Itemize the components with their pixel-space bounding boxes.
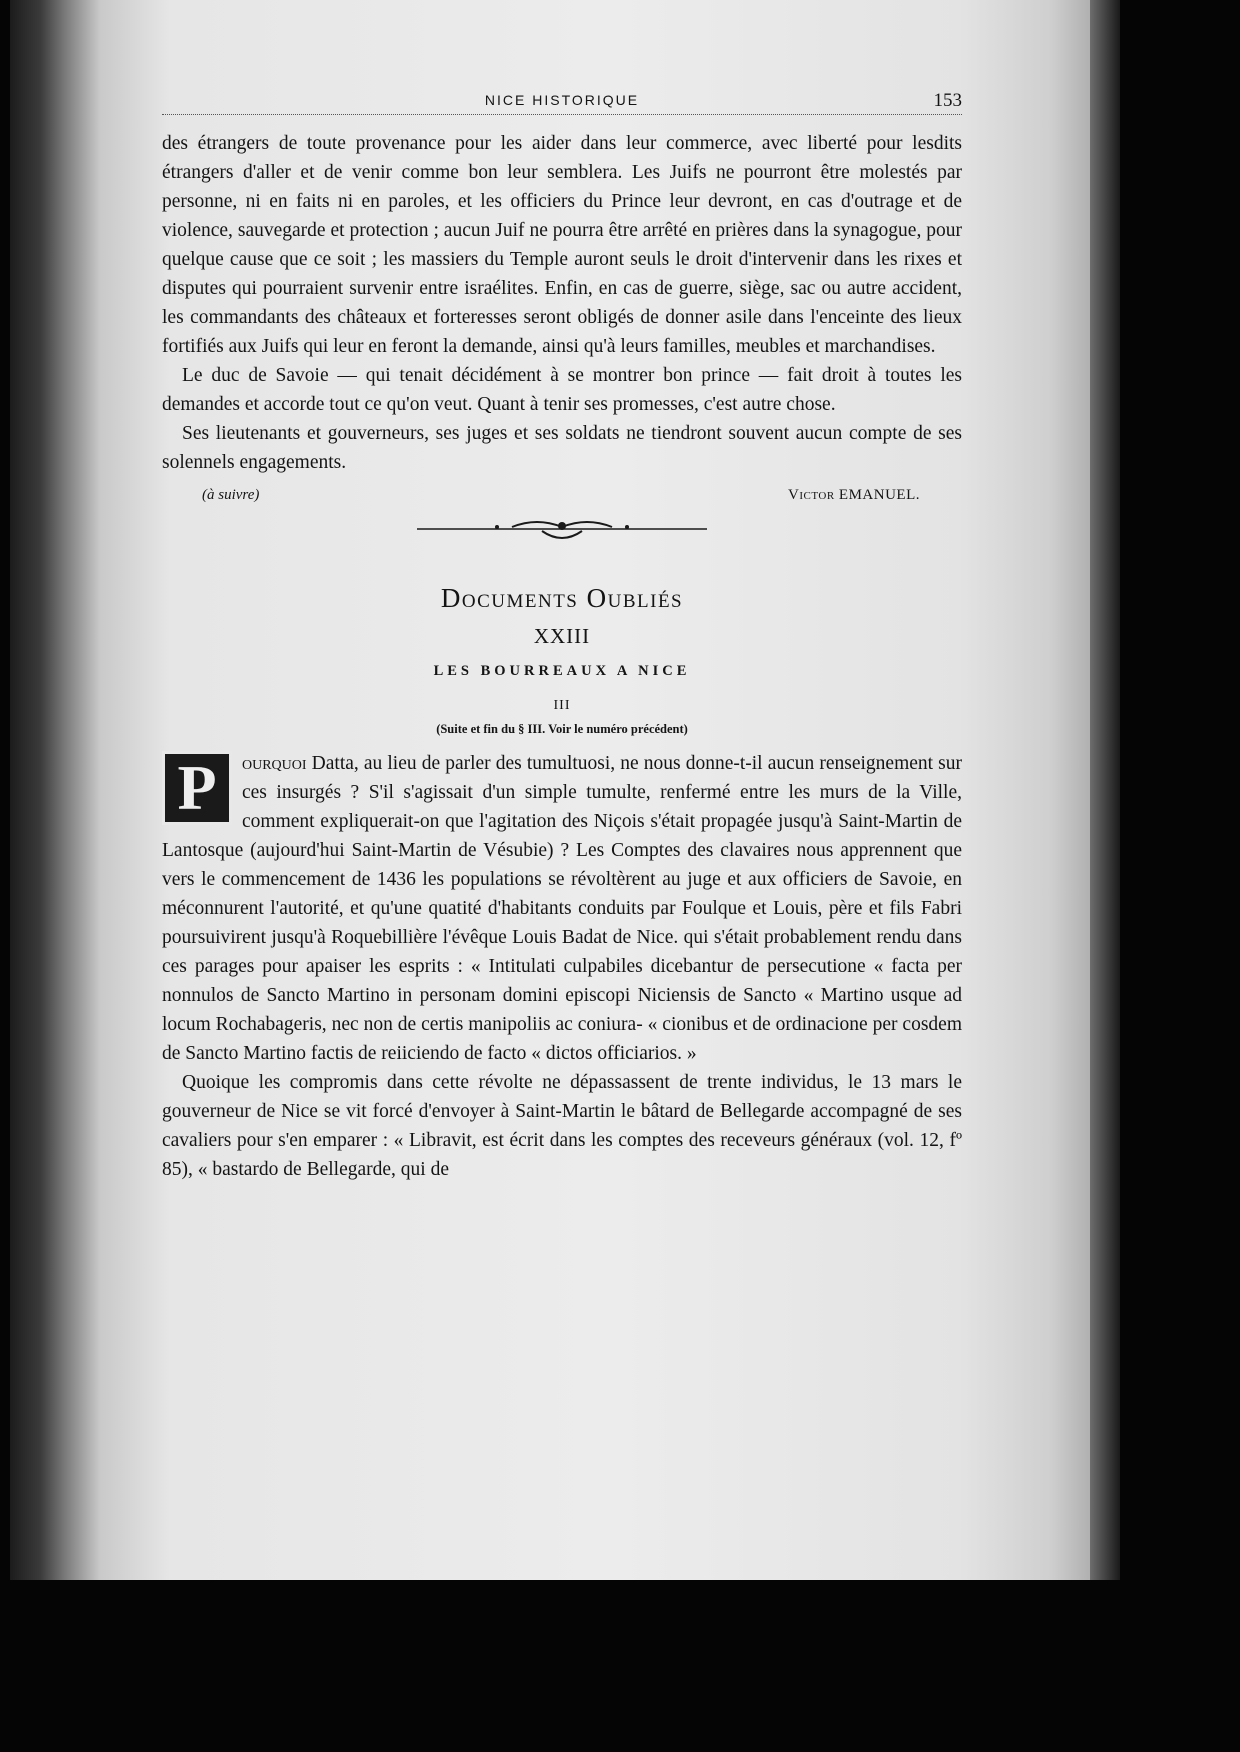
page-text-block [162, 84, 962, 1184]
section-number: XXIII [533, 624, 591, 648]
ornament-divider-icon [417, 515, 707, 545]
continued-paragraph-1: des étrangers de toute provenance pour les aider dans leur commerce, avec liberté pour lesdits étrangers d'aller et de venir comme bon leur semblera. Les Juifs ne pourront être molestés par personne, ni en faits ni en paroles, et les officiers du Prince leur devront, en cas d'outrage et de violence, sauvegarde et protection ; aucun Juif ne pourra être arrêté en prières dans la synagogue, pour quelque cause que ce soit ; les massiers du Temple auront seuls le droit d'intervenir dans les rixes et disputes qui pourraient survenir entre israélites. Enfin, en cas de guerre, siège, sac ou autre accident, les commandants des châteaux et forteresses seront obligés de donner asile dans l'enceinte des lieux fortifiés aux Juifs qui leur en feront la demande, ainsi qu'à leurs familles, meubles et marchandises. [162, 133, 962, 357]
article-body [162, 749, 962, 1184]
subsection-number: III [553, 698, 571, 713]
article-subtitle: (Suite et fin du § III. Voir le numéro précédent) [436, 722, 688, 736]
article-title: LES BOURREAUX A NICE [433, 663, 691, 679]
running-title: NICE HISTORIQUE [484, 92, 640, 108]
continued-note: (à suivre) [202, 487, 260, 503]
drop-cap-letter: P [162, 751, 232, 825]
article-paragraph-1-text: Datta, au lieu de parler des tumultuosi, ne nous donne-t-il aucun renseignement sur ces insurgés ? S'il s'agissait d'un simple tumulte, renfermé entre les murs de la Ville, comment expliquerait-on que l'agitation des Niçois s'était propagée jusqu'à Saint-Martin de Lantosque (aujourd'hui Saint-Martin de Vésubie) ? Les Comptes des clavaires nous apprennent que vers le commencement de 1436 les populations se révoltèrent au juge et aux officiers de Savoie, en méconnurent l'autorité, et qu'une quatité d'habitants conduits par Foulque et Louis, père et fils Fabri poursuivirent jusqu'à Roquebillière l'évêque Louis Badat de Nice. qui s'était probablement rendu dans ces parages pour apaiser les esprits : « Intitulati culpabiles dicebantur de persecutione « facta per nonnulos de Sancto Martino in personam domini episcopi Niciensis de Sancto « Martino usque ad locum Rochabageris, nec non de certis manipoliis ac coniura- « cionibus et de ordinacione per cosdem de Sancto Martino factis de reiiciendo de facto « dictos officiarios. » [162, 753, 962, 1064]
first-word-small-caps: ourquoi [242, 753, 307, 774]
page-edge-shadow [1090, 0, 1120, 1580]
section-title: Documents Oubliés [440, 583, 684, 613]
article-paragraph-1 [162, 749, 962, 1068]
signature-line [162, 481, 962, 509]
author-signature: Victor EMANUEL. [788, 487, 920, 503]
continued-paragraph-3: Ses lieutenants et gouverneurs, ses juges et ses soldats ne tiendront souvent aucun compte de ses solennels engagements. [162, 423, 962, 473]
page-number: 153 [933, 90, 962, 111]
continued-paragraph-2: Le duc de Savoie — qui tenait décidément à se montrer bon prince — fait droit à toutes les demandes et accorde tout ce qu'on veut. Quant à tenir ses promesses, c'est autre chose. [162, 365, 962, 415]
running-header [162, 84, 962, 115]
article-paragraph-2: Quoique les compromis dans cette révolte ne dépassassent de trente individus, le 13 mars le gouverneur de Nice se vit forcé d'envoyer à Saint-Martin le bâtard de Bellegarde accompagné de ses cavaliers pour s'en emparer : « Libravit, est écrit dans les comptes des receveurs généraux (vol. 12, fº 85), « bastardo de Bellegarde, qui de [162, 1072, 962, 1180]
